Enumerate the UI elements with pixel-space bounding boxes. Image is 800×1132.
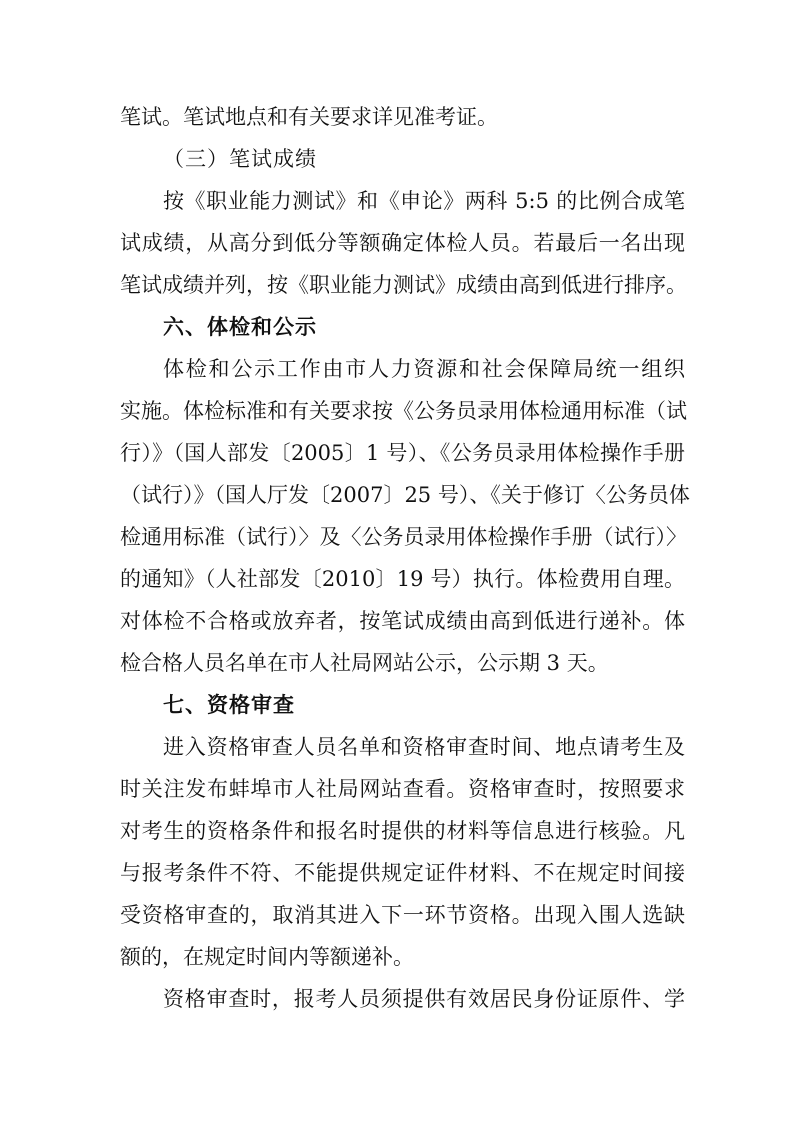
body-line-11: 检通用标准（试行）〉及〈公务员录用体检操作手册（试行）〉	[120, 525, 687, 549]
body-line-20: 受资格审查的，取消其进入下一环节资格。出现入围人选缺	[120, 903, 685, 927]
body-line-1: 笔试。笔试地点和有关要求详见准考证。	[120, 105, 498, 129]
body-line-5: 笔试成绩并列，按《职业能力测试》成绩由高到低进行排序。	[120, 273, 687, 297]
body-line-17: 时关注发布蚌埠市人社局网站查看。资格审查时，按照要求	[120, 777, 685, 801]
body-line-14: 检合格人员名单在市人社局网站公示，公示期 3 天。	[120, 651, 609, 675]
section-heading-qualification-review: 七、资格审查	[163, 693, 295, 717]
body-line-12: 的通知》（人社部发〔2010〕19 号）执行。体检费用自理。	[120, 567, 685, 591]
body-line-8: 实施。体检标准和有关要求按《公务员录用体检通用标准（试	[120, 399, 687, 423]
body-line-4: 试成绩，从高分到低分等额确定体检人员。若最后一名出现	[120, 231, 685, 255]
body-line-13: 对体检不合格或放弃者，按笔试成绩由高到低进行递补。体	[120, 609, 685, 633]
body-line-10: （试行）》（国人厅发〔2007〕25 号）、《关于修订〈公务员体	[120, 483, 690, 507]
body-line-22: 资格审查时，报考人员须提供有效居民身份证原件、学	[163, 987, 685, 1011]
body-line-21: 额的，在规定时间内等额递补。	[120, 945, 414, 969]
body-line-16: 进入资格审查人员名单和资格审查时间、地点请考生及	[163, 735, 685, 759]
body-line-19: 与报考条件不符、不能提供规定证件材料、不在规定时间接	[120, 861, 685, 885]
body-line-7: 体检和公示工作由市人力资源和社会保障局统一组织	[163, 357, 685, 381]
section-heading-physical-exam: 六、体检和公示	[163, 315, 317, 339]
subheading-written-exam-score: （三）笔试成绩	[163, 147, 317, 171]
body-line-18: 对考生的资格条件和报名时提供的材料等信息进行核验。凡	[120, 819, 685, 843]
body-line-3: 按《职业能力测试》和《申论》两科 5:5 的比例合成笔	[163, 189, 685, 213]
body-line-9: 行）》（国人部发〔2005〕1 号）、《公务员录用体检操作手册	[120, 441, 685, 465]
